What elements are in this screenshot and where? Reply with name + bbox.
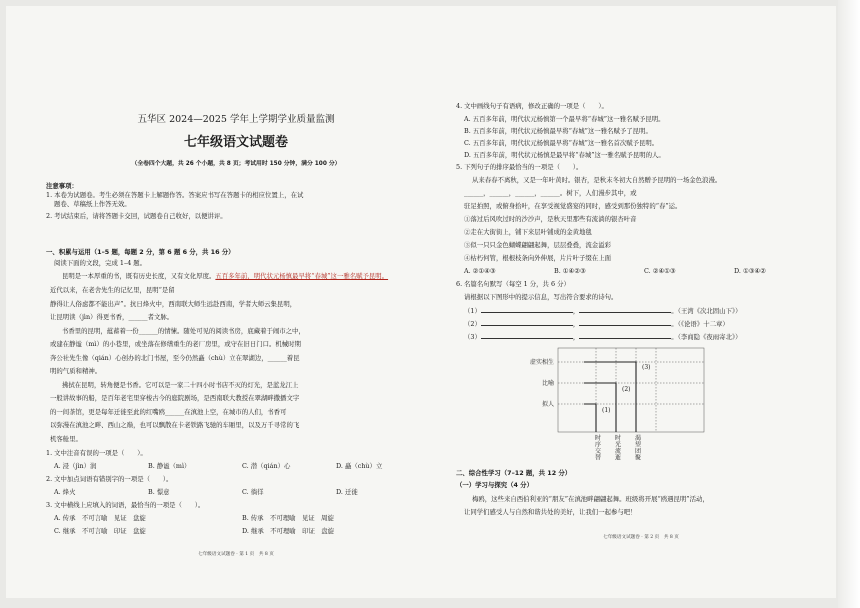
diagram-x-label: 时	[594, 435, 602, 442]
diagram-y-label: 拟人	[541, 401, 554, 408]
diagram-frame	[558, 348, 704, 432]
passage-line: 或建在静谧（mì）的小巷里，或坐落在修缮重生的老厂房里，或守在旧日门口。机械时期	[50, 340, 301, 348]
diagram-arrow-2	[584, 383, 616, 432]
section-1-instruction: 阅读下面的文段，完成 1–4 题。	[54, 259, 147, 267]
page-2-footer: 七年级语文试题卷 · 第 2 页 共 8 页	[603, 535, 679, 540]
note-line: 2. 考试结束后，请将答题卡交回，试题卷自己收好，以便讲评。	[46, 212, 227, 220]
passage-line: 近代以来，在老舍先生的记忆里，昆明“是留	[50, 286, 175, 294]
question-6: 6. 名篇名句默写（每空 1 分，共 6 分）	[456, 280, 570, 288]
question-5: 5. 下列句子的排序最恰当的一项是（ ）。	[456, 163, 583, 171]
q3-option-d: D. 继承 不可理喻 印证 盘旋	[242, 527, 335, 535]
diagram-x-label: 团	[634, 448, 642, 455]
q6-line-3: （3） ， 。（李商隐《夜雨寄北》）	[464, 333, 742, 341]
passage-line: 的一间茶馆，更是每年迁徙至此的红嘴鸥______在滇池上空，在城市的人们，书香可	[50, 408, 287, 416]
q5-option-c: C. ②④①③	[644, 267, 676, 275]
q5-option-a: A. ②①④③	[464, 267, 496, 275]
diagram-x-label: 渴	[634, 435, 642, 442]
page-1-footer: 七年级语文试题卷 · 第 1 页 共 8 页	[198, 552, 274, 557]
question-1: 1. 文中注音有误的一项是（ ）。	[46, 449, 147, 457]
passage-text: 昆明是一本厚重的书，既有历史长度，又有文化厚度。	[62, 272, 216, 280]
q5-option-d: D. ①③④②	[734, 267, 766, 275]
q5-text-line: 驻足拍照，或俯身拾叶，在享受视觉盛宴的同时，感受到那份独特的“春”运。	[464, 202, 682, 210]
diagram-marker: (1)	[602, 407, 611, 414]
question-2: 2. 文中加点词语有错别字的一项是（ ）。	[46, 475, 173, 483]
diagram-y-label: 虚实相生	[529, 359, 554, 366]
q4-option-b: B. 五百多年前，明代状元杨慎最早将“春城”这一雅名赋予了昆明。	[464, 127, 652, 135]
underlined-sentence: 五百多年前，明代状元杨慎最早将“春城”这一雅名赋予昆明。	[215, 272, 389, 280]
q5-text-line: ______，______，______，______。树下，人们漫步其中，或	[464, 189, 637, 197]
q3-option-b: B. 传承 不可理喻 见证 周旋	[242, 514, 334, 522]
q6-line-2: （2） ， 。（《论语》十二章）	[464, 320, 729, 328]
q1-option-b: B. 静谧（mì）	[148, 462, 191, 470]
passage-line: 机客舱里。	[50, 435, 82, 443]
scan-edge	[838, 0, 860, 608]
q5-item: ③似一只只金色蝴蝶翩翩起舞，层层叠叠，流金溢彩	[464, 241, 611, 249]
subsection-heading: （一）学习与探究（4 分）	[456, 481, 533, 489]
diagram-x-label: 序	[594, 441, 602, 449]
q4-option-d: D. 五百多年前，明代状元杨慎是最早将“春城”这一雅名赋予昆明的人。	[464, 151, 665, 159]
q4-option-c: C. 五百多年前，明代状元杨慎最早将“春城”这一雅名首次赋予昆明。	[464, 139, 659, 147]
diagram-x-label: 逝	[614, 454, 622, 462]
diagram-x-label: 替	[594, 454, 602, 462]
question-4: 4. 文中画线句子有语病，修改正确的一项是（ ）。	[456, 102, 608, 110]
q6-line-1: （1） ， 。（王湾《次北固山下》）	[464, 307, 742, 315]
passage-line: 明的气质和精神。	[50, 367, 102, 375]
q3-option-a: A. 传承 不可言喻 见证 盘旋	[54, 514, 146, 522]
section-2-text: 让同学们感受人与自然和谐共处的美好，让我们一起参与吧！	[464, 508, 637, 516]
section-2-text: 梅鸥，这些来自西伯利亚的“朋友”在滇池畔翩翩起舞。班级将开展“鸥遇昆明”活动，	[472, 495, 709, 503]
diagram-marker: (2)	[622, 386, 631, 393]
q5-option-b: B. ①④②③	[554, 267, 586, 275]
q1-option-d: D. 矗（chù）立	[336, 462, 383, 470]
diagram-x-label: 交	[594, 448, 602, 455]
diagram-x-label: 光	[614, 441, 622, 449]
diagram-arrow-3	[584, 362, 636, 432]
notes-heading: 注意事项：	[46, 182, 78, 190]
diagram-arrow-1	[584, 404, 596, 432]
passage-line	[62, 273, 388, 280]
passage-line: 一般讲故事的船，是百年老宅里穿梭古今的庭院剧场，是西南联大教授在翠湖畔撒播文字	[50, 394, 300, 402]
q1-option-a: A. 浸（jìn）润	[54, 462, 97, 470]
diagram-x-label: 流	[614, 448, 622, 455]
q3-option-c: C. 继承 不可言喻 印证 盘旋	[54, 527, 146, 535]
district-title: 五华区 2024—2025 学年上学期学业质量监测	[137, 114, 335, 125]
page-1	[46, 6, 426, 598]
q5-item: ①落过后风吹过时的沙沙声，是秋天里那些有流淌的银杏叶音	[464, 215, 637, 223]
question-3: 3. 文中横线上应填入的词语，最恰当的一项是（ ）。	[46, 501, 205, 509]
q5-item: ②走在大街街上，铺下来层叶铺成的金黄地毯	[464, 228, 592, 236]
q5-item: ④枯朽何管，根根枝条向外伸展，片片叶子缀在上面	[464, 254, 611, 262]
q2-option-c: C. 徜徉	[242, 488, 264, 496]
exam-sheet	[6, 6, 836, 598]
diagram-x-label: 时	[614, 435, 622, 442]
exam-title: 七年级语文试题卷	[183, 135, 288, 150]
passage-line: 让昆明读（jìn）得更书香，______者文脉。	[50, 313, 174, 321]
passage-line: 静得让人俗虑都不能出声”。抗日烽火中，西南联大师生远赴西南，学者大师云集昆明，	[50, 300, 297, 308]
poetry-technique-diagram	[516, 346, 706, 468]
note-line: 1. 本卷为试题卷。考生必须在答题卡上解题作答。答案应书写在答题卡的相应位置上，在试	[46, 191, 304, 199]
q6-instruction: 请根据以下图形中的提示信息，写出符合要求的诗句。	[464, 293, 618, 301]
note-line: 题卷、草稿纸上作答无效。	[54, 200, 131, 208]
diagram-marker: (3)	[642, 364, 651, 371]
passage-line: 以弥漫在滇池之畔、西山之巅，也可以飘散在卡老铁路飞驰的车厢里，以及万千寻常的飞	[50, 421, 300, 429]
q4-option-a: A. 五百多年前，明代状元杨慎第一个最早将“春城”这一雅名赋予昆明。	[464, 115, 665, 123]
section-1-heading: 一、积累与运用（1–5 题，每题 2 分，第 6 题 6 分，共 16 分）	[46, 248, 235, 256]
q2-option-d: D. 迁徙	[336, 488, 358, 496]
q2-option-b: B. 憬意	[148, 488, 170, 496]
q1-option-c: C. 潜（qián）心	[242, 462, 291, 470]
passage-line: 书香里的昆明，蕴蓄着一份______的情愫。随处可见的阅读书房，底藏着于闹市之中，	[62, 327, 305, 335]
page-2	[456, 6, 826, 598]
diagram-y-label: 比喻	[541, 380, 554, 387]
passage-line: 奔公社先生像（qián）心创办的北门书屋，至今仍然矗（chù）立在翠湖边，______着昆	[50, 354, 300, 362]
q2-option-a: A. 烽火	[54, 488, 76, 496]
section-2-heading: 二、综合性学习（7–12 题，共 12 分）	[456, 469, 572, 477]
exam-info: （全卷四个大题，共 26 个小题，共 8 页；考试用时 150 分钟，满分 100 分）	[131, 161, 341, 167]
diagram-x-label: 聚	[634, 454, 642, 462]
passage-line: 拂拭在昆明，转角便是书香。它可以是一家二十四小时书店不灭的灯光，是蓝龙江上	[62, 381, 299, 389]
q5-text-line: 从来春春不离秋，又是一年叶黄时。银杏，是秋末冬初大自然赠予昆明的一场金色浪漫。	[472, 176, 722, 184]
diagram-x-label: 望	[634, 441, 642, 449]
